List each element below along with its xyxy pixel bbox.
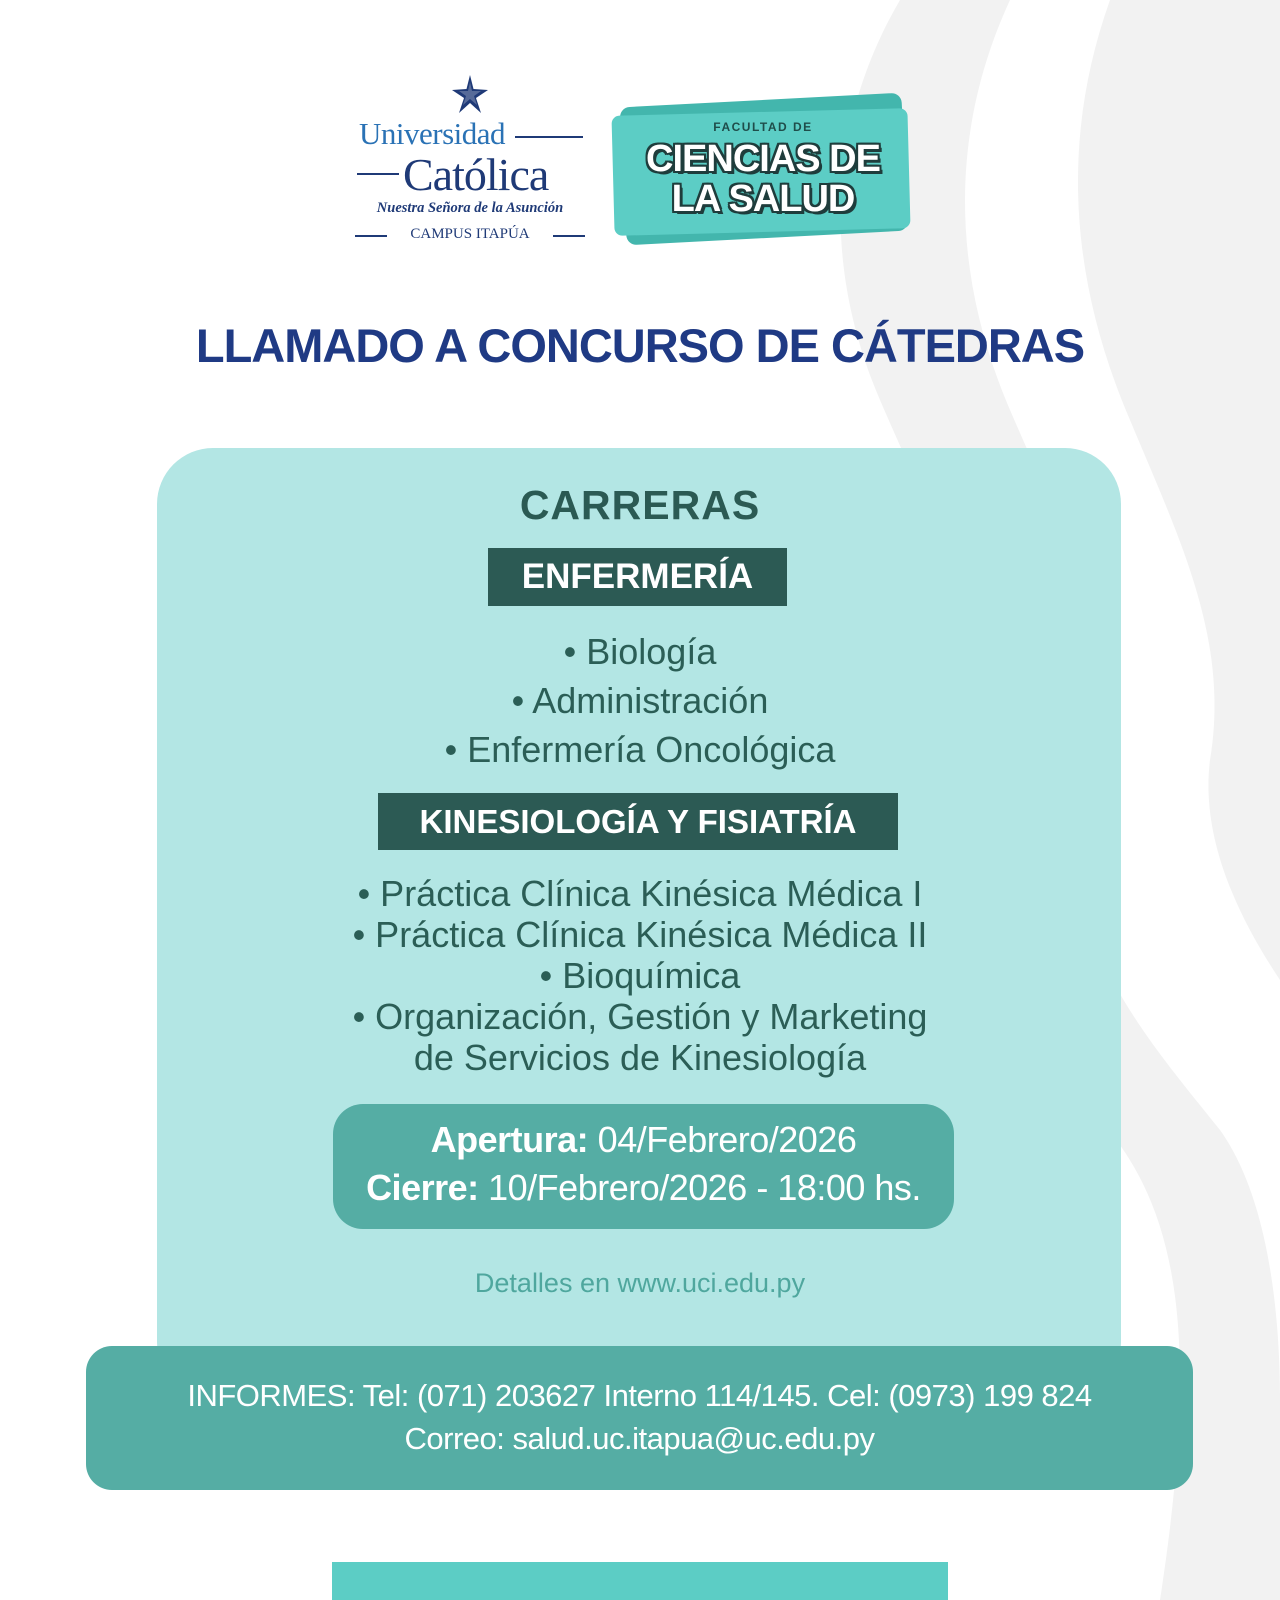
- list-item: • Práctica Clínica Kinésica Médica I: [357, 873, 923, 914]
- list-item: • Biología: [563, 631, 717, 672]
- faculty-logo-line2: LA SALUD: [671, 178, 855, 220]
- opening-row: [333, 1116, 954, 1164]
- closing-value: 10/Febrero/2026 - 18:00 hs.: [488, 1167, 921, 1208]
- contact-footer: [86, 1346, 1193, 1490]
- career-band-enfermeria: ENFERMERÍA: [488, 548, 787, 606]
- closing-row: [333, 1164, 954, 1212]
- opening-value: 04/Febrero/2026: [597, 1119, 857, 1160]
- uc-logo-line3: Nuestra Señora de la Asunción: [376, 200, 564, 216]
- kinesiologia-subject-list: [0, 873, 1280, 1078]
- careers-heading: CARRERAS: [519, 482, 761, 528]
- career-band-kinesiologia: KINESIOLOGÍA Y FISIATRÍA: [378, 793, 898, 850]
- details-link[interactable]: Detalles en www.uci.edu.py: [474, 1268, 806, 1298]
- closing-label: Cierre:: [366, 1167, 479, 1208]
- uc-rule-left: [357, 173, 399, 175]
- faculty-logo-line1: CIENCIAS DE: [646, 138, 880, 180]
- opening-label: Apertura:: [430, 1119, 589, 1160]
- list-item: • Organización, Gestión y Marketing: [352, 996, 928, 1037]
- uc-logo-campus: CAMPUS ITAPÚA: [410, 226, 530, 242]
- uc-rule-campus-right: [553, 235, 585, 237]
- enfermeria-subject-list: [0, 627, 1280, 774]
- list-item: de Servicios de Kinesiología: [413, 1037, 867, 1078]
- contact-email-line[interactable]: Correo: salud.uc.itapua@uc.edu.py: [404, 1421, 875, 1456]
- faculty-logo-small-text: FACULTAD DE: [713, 120, 813, 134]
- list-item: • Administración: [511, 680, 769, 721]
- university-logo: [355, 70, 585, 250]
- uc-logo-line1: Universidad: [359, 116, 506, 151]
- uc-logo-line2: Católica: [403, 149, 549, 200]
- page-title: LLAMADO A CONCURSO DE CÁTEDRAS: [195, 319, 1085, 372]
- dates-box: [333, 1104, 954, 1229]
- uc-rule-right: [515, 136, 583, 138]
- list-item: • Práctica Clínica Kinésica Médica II: [352, 914, 928, 955]
- faculty-logo: [613, 100, 913, 248]
- star-icon: [450, 74, 490, 114]
- bottom-accent-bar: [332, 1562, 948, 1600]
- contact-phone-line: INFORMES: Tel: (071) 203627 Interno 114/145. Cel: (0973) 199 824: [187, 1378, 1092, 1413]
- list-item: • Enfermería Oncológica: [444, 729, 836, 770]
- list-item: • Bioquímica: [539, 955, 741, 996]
- header-logos: [355, 70, 925, 260]
